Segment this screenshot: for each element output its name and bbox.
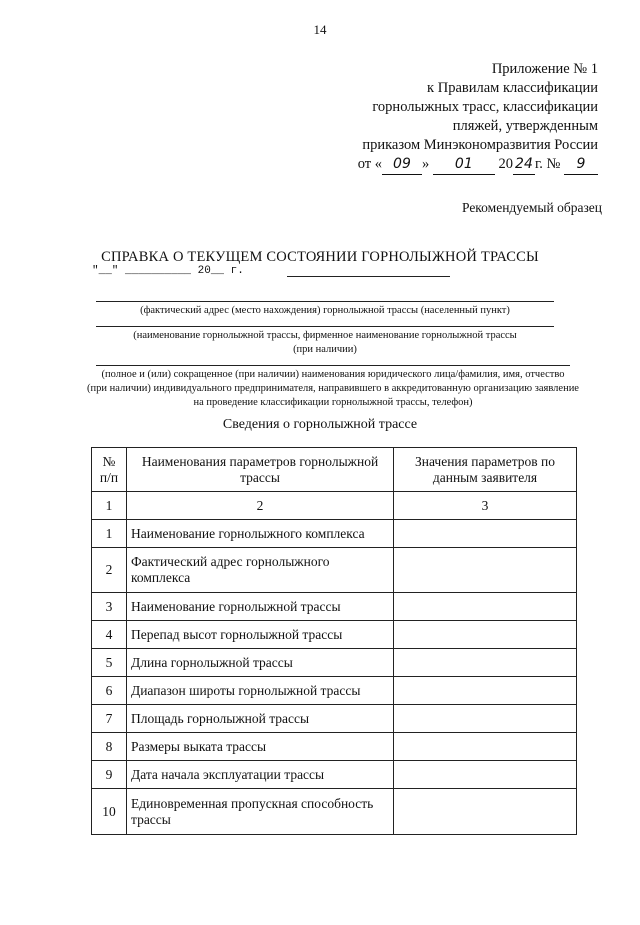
parameter-value-cell[interactable] xyxy=(394,789,577,835)
parameter-name-line: Фактический адрес горнолыжного xyxy=(131,554,330,569)
applicant-fill-line xyxy=(96,365,570,366)
column-number-row xyxy=(92,492,577,520)
address-caption: (фактический адрес (место нахождения) горнолыжной трассы (населенный пункт) xyxy=(140,305,510,316)
appendix-block xyxy=(338,60,598,175)
applicant-caption-line: (полное и (или) сокращенное (при наличии) наименования юридического лица/фамилия, имя, отчество xyxy=(101,369,565,380)
name-fill-line xyxy=(96,326,554,327)
row-number: 10 xyxy=(92,789,127,835)
table-row xyxy=(92,789,577,835)
row-number: 8 xyxy=(92,733,127,761)
appendix-line: к Правилам классификации xyxy=(427,80,598,96)
parameter-name: Площадь горнолыжной трассы xyxy=(127,705,394,733)
document-title: СПРАВКА О ТЕКУЩЕМ СОСТОЯНИИ ГОРНОЛЫЖНОЙ ТРАССЫ xyxy=(101,249,539,265)
parameter-value-cell[interactable] xyxy=(394,649,577,677)
applicant-caption-line: на проведение классификации горнолыжной трассы, телефон) xyxy=(193,397,473,408)
parameter-value-cell[interactable] xyxy=(394,705,577,733)
table-row xyxy=(92,548,577,593)
year-prefix: 20 xyxy=(498,156,513,172)
table-row xyxy=(92,677,577,705)
parameter-name: Наименование горнолыжной трассы xyxy=(127,593,394,621)
row-number: 6 xyxy=(92,677,127,705)
page-number: 14 xyxy=(313,22,327,37)
parameter-name: Длина горнолыжной трассы xyxy=(127,649,394,677)
row-number: 3 xyxy=(92,593,127,621)
parameter-name: Диапазон широты горнолыжной трассы xyxy=(127,677,394,705)
parameter-name-line: комплекса xyxy=(131,570,191,585)
date-close: » xyxy=(421,156,430,172)
year-unit: г. № xyxy=(534,156,561,172)
header-value: Значения параметров по данным заявителя xyxy=(394,448,577,492)
parameter-name: Перепад высот горнолыжной трассы xyxy=(127,621,394,649)
parameter-value-cell[interactable] xyxy=(394,520,577,548)
table-row xyxy=(92,761,577,789)
table-row xyxy=(92,649,577,677)
appendix-line: приказом Минэкономразвития России xyxy=(362,137,598,153)
appendix-line: горнолыжных трасс, классификации xyxy=(372,99,598,115)
date-line-rule xyxy=(287,276,450,277)
address-fill-line xyxy=(96,301,554,302)
row-number: 4 xyxy=(92,621,127,649)
parameter-name: Наименование горнолыжного комплекса xyxy=(127,520,394,548)
applicant-caption-line: (при наличии) индивидуального предпринимателя, направившего в аккредитованную организацию заявление xyxy=(87,383,579,394)
parameter-name-line: Единовременная пропускная способность xyxy=(131,795,374,811)
parameter-value-cell[interactable] xyxy=(394,761,577,789)
parameters-table xyxy=(91,447,577,835)
order-day: 09 xyxy=(382,155,422,175)
parameter-name xyxy=(127,789,394,835)
row-number: 2 xyxy=(92,548,127,593)
column-number: 2 xyxy=(127,492,394,520)
order-year: 24 xyxy=(513,155,535,175)
column-number: 3 xyxy=(394,492,577,520)
certificate-date-line: "__" __________ 20__ г. xyxy=(92,265,244,277)
order-number: 9 xyxy=(564,155,598,175)
table-row xyxy=(92,733,577,761)
name-caption-line: (наименование горнолыжной трассы, фирменное наименование горнолыжной трассы xyxy=(133,330,517,341)
appendix-line: пляжей, утвержденным xyxy=(452,118,598,134)
parameter-name: Размеры выката трассы xyxy=(127,733,394,761)
header-parameter: Наименования параметров горнолыжной трассы xyxy=(127,448,394,492)
parameter-value-cell[interactable] xyxy=(394,677,577,705)
row-number: 9 xyxy=(92,761,127,789)
table-header-row xyxy=(92,448,577,492)
table-subtitle: Сведения о горнолыжной трассе xyxy=(222,417,418,432)
parameter-name-line: трассы xyxy=(131,811,171,827)
appendix-date-line xyxy=(338,155,598,175)
order-month: 01 xyxy=(433,155,495,175)
parameter-name: Дата начала эксплуатации трассы xyxy=(127,761,394,789)
appendix-line: Приложение № 1 xyxy=(491,61,598,77)
table-row xyxy=(92,593,577,621)
column-number: 1 xyxy=(92,492,127,520)
table-row xyxy=(92,705,577,733)
date-prefix: от « xyxy=(357,156,382,172)
parameter-value-cell[interactable] xyxy=(394,621,577,649)
table-row xyxy=(92,621,577,649)
name-caption-line: (при наличии) xyxy=(293,344,357,355)
parameter-value-cell[interactable] xyxy=(394,733,577,761)
table-row xyxy=(92,520,577,548)
parameter-value-cell[interactable] xyxy=(394,593,577,621)
header-number: № п/п xyxy=(92,448,127,492)
parameter-name xyxy=(127,548,394,593)
recommended-sample-label: Рекомендуемый образец xyxy=(461,200,602,215)
row-number: 1 xyxy=(92,520,127,548)
row-number: 5 xyxy=(92,649,127,677)
parameter-value-cell[interactable] xyxy=(394,548,577,593)
row-number: 7 xyxy=(92,705,127,733)
